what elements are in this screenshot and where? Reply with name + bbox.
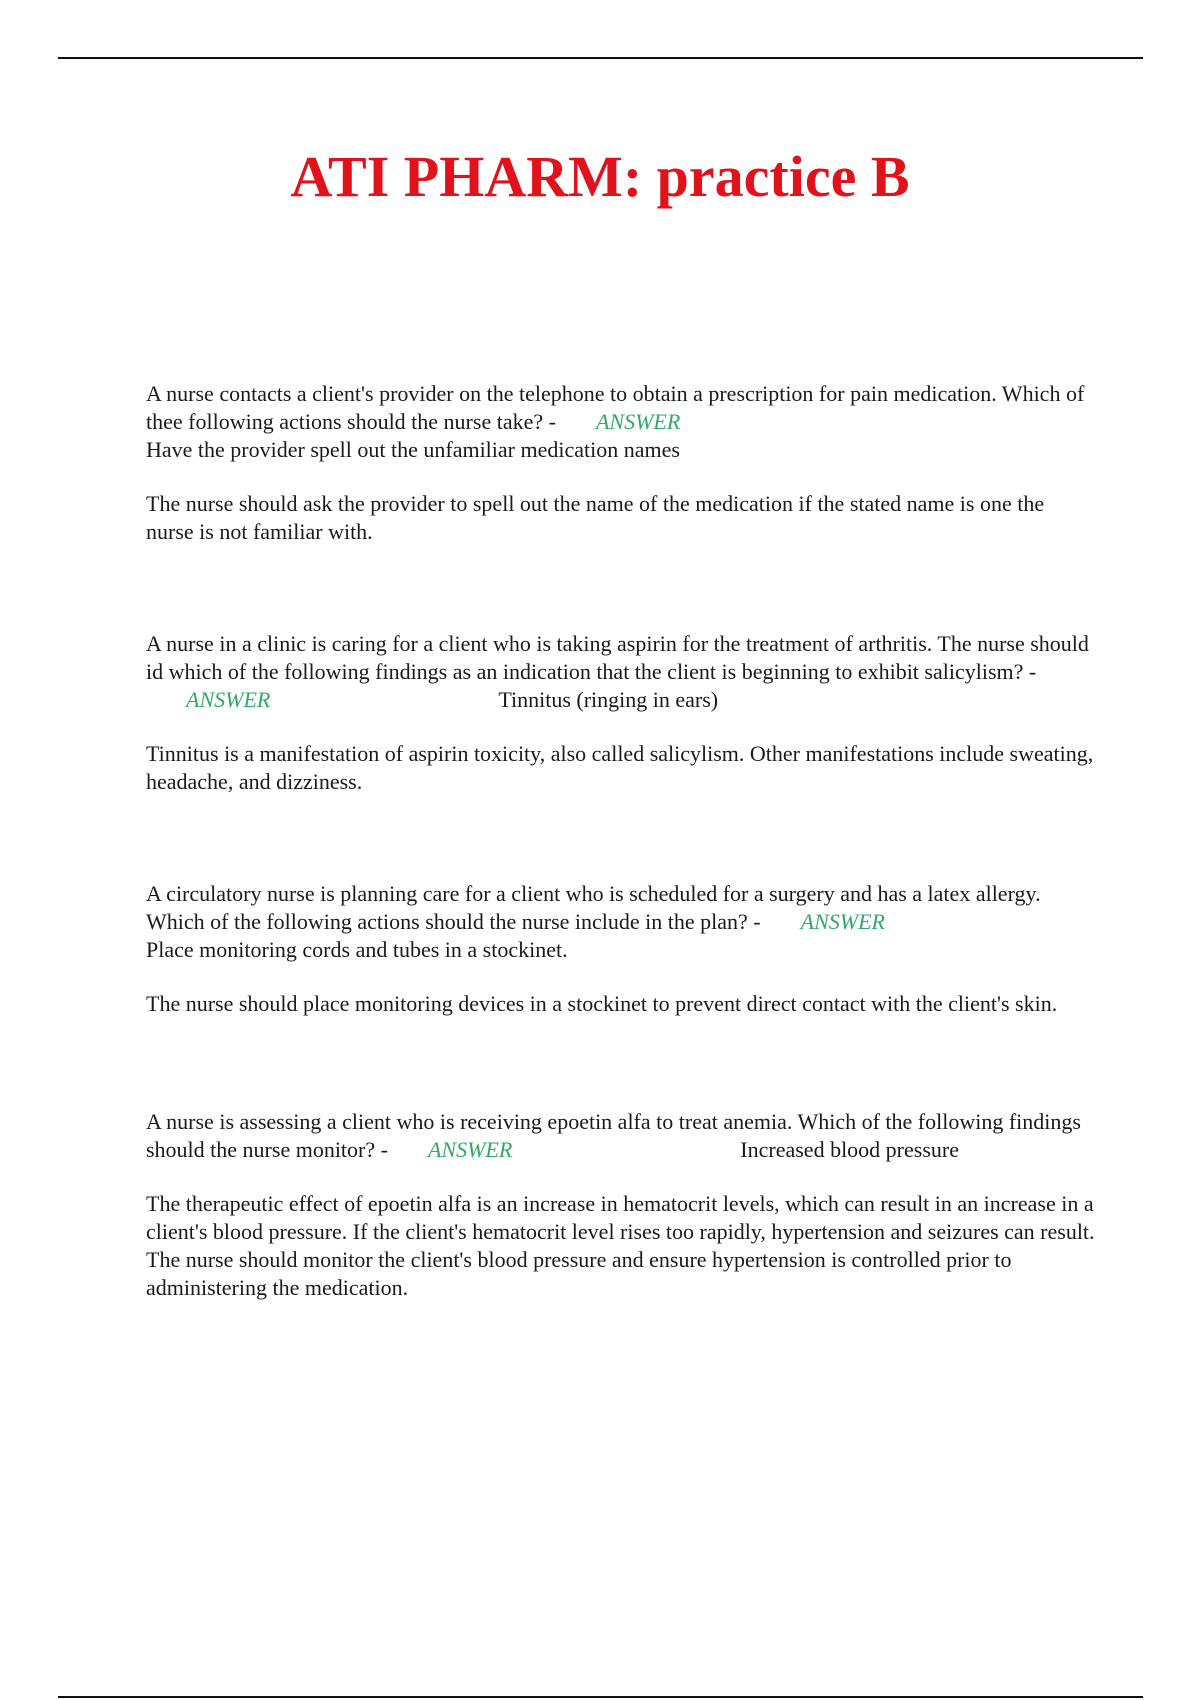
bottom-rule [58, 1696, 1143, 1698]
qa-item [146, 1108, 1096, 1302]
qa-item [146, 380, 1096, 546]
answer-label: ANSWER [186, 687, 271, 712]
explanation-text: Tinnitus is a manifestation of aspirin toxicity, also called salicylism. Other manifestations include sweating, headache, and dizziness. [146, 741, 1094, 794]
answer-text: Increased blood pressure [740, 1137, 959, 1162]
question-body: A nurse contacts a client's provider on the telephone to obtain a prescription for pain medication. Which of thee following actions should the nurse take? - [146, 381, 1085, 434]
question-text [146, 1108, 1096, 1164]
answer-text: Place monitoring cords and tubes in a stockinet. [146, 937, 568, 962]
qa-item [146, 630, 1096, 796]
answer-text: Have the provider spell out the unfamiliar medication names [146, 437, 680, 462]
explanation-text: The nurse should place monitoring devices in a stockinet to prevent direct contact with the client's skin. [146, 991, 1058, 1016]
question-body: A circulatory nurse is planning care for a client who is scheduled for a surgery and has a latex allergy. Which of the following actions should the nurse include in the plan? - [146, 881, 1041, 934]
answer-label: ANSWER [427, 1137, 513, 1162]
qa-item [146, 880, 1096, 1018]
answer-label: ANSWER [800, 909, 885, 934]
explanation-text: The nurse should ask the provider to spell out the name of the medication if the stated name is one the nurse is not familiar with. [146, 491, 1045, 544]
top-rule [58, 57, 1143, 59]
page-title: ATI PHARM: practice B [290, 144, 910, 209]
explanation-text: The therapeutic effect of epoetin alfa is an increase in hematocrit levels, which can result in an increase in a client's blood pressure. If the client's hematocrit level rises too rapidly, hypertension and seizures can result. The nurse should monitor the client's blood pressure and ensure hypertension is controlled prior to administering the medication. [146, 1191, 1095, 1300]
question-text [146, 880, 1096, 964]
question-text [146, 630, 1096, 714]
answer-label: ANSWER [595, 409, 681, 434]
question-body: A nurse is assessing a client who is receiving epoetin alfa to treat anemia. Which of the following findings should the nurse monitor? - [146, 1109, 1081, 1162]
question-text [146, 380, 1096, 464]
answer-text: Tinnitus (ringing in ears) [498, 687, 719, 712]
question-body: A nurse in a clinic is caring for a client who is taking aspirin for the treatment of arthritis. The nurse should id which of the following findings as an indication that the client is beginning to exhibit salicylism? - [146, 631, 1089, 684]
qa-list [146, 380, 1096, 1302]
